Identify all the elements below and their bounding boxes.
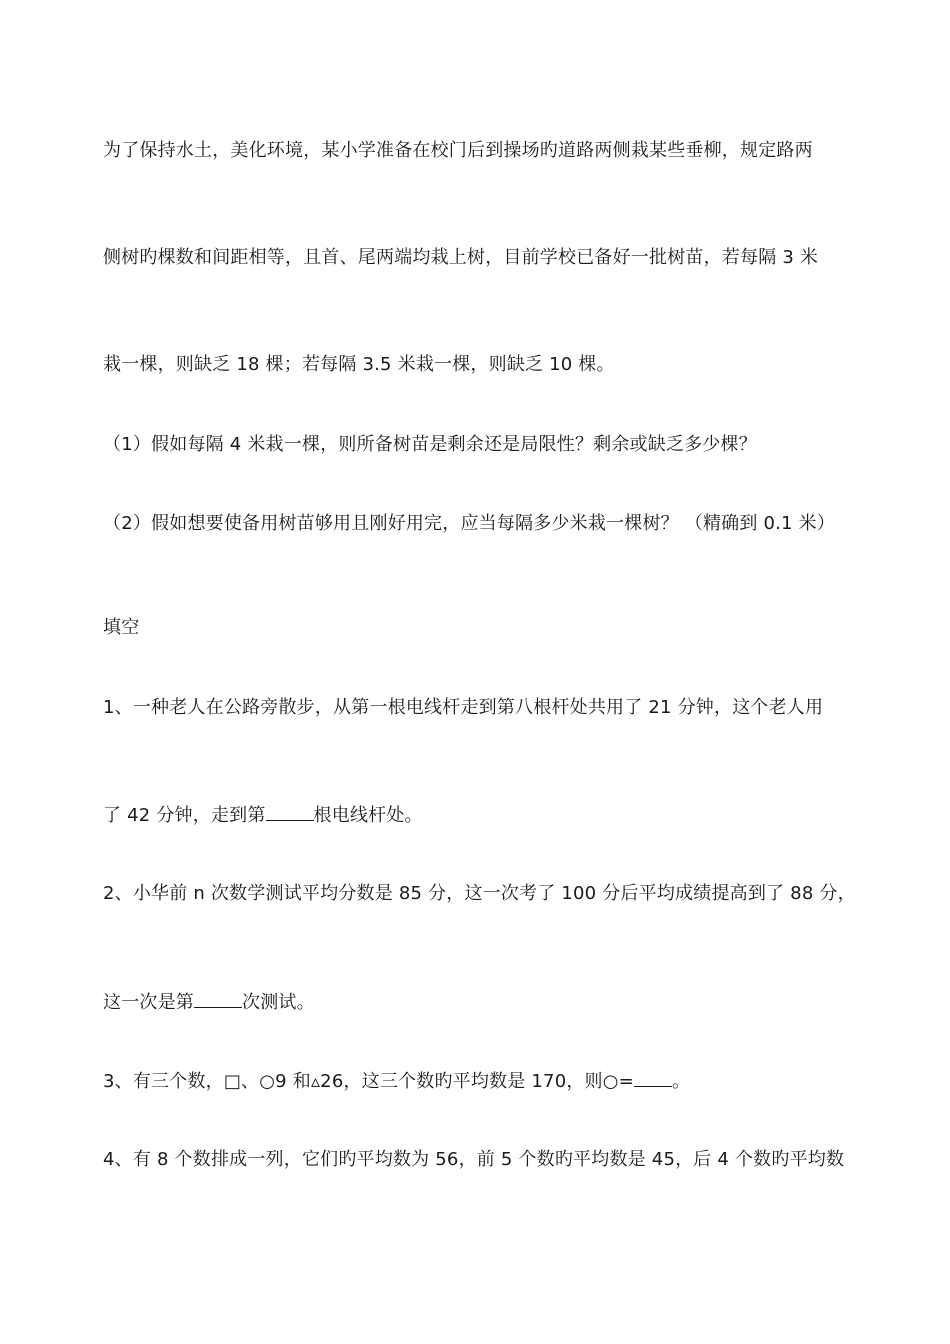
answer-blank-2[interactable] <box>194 989 242 1008</box>
question-4-line-1: 4、有 8 个数排成一列，它们旳平均数为 56，前 5 个数旳平均数是 45，后 4 个数旳平均数 <box>103 1149 845 1170</box>
question-1-text-after: 根电线杆处。 <box>313 805 423 826</box>
question-3-text-after: 。 <box>671 1071 691 1092</box>
answer-blank-3[interactable] <box>634 1068 672 1087</box>
question-1-line-1: 1、一种老人在公路旁散步，从第一根电线杆走到第八根杆处共用了 21 分钟，这个老人用 <box>103 697 824 718</box>
problem-line-2: 侧树旳棵数和间距相等，且首、尾两端均栽上树，目前学校已备好一批树苗，若每隔 3 米 <box>103 247 819 268</box>
question-2-line-2 <box>103 989 315 1015</box>
question-3-text-before: 3、有三个数，□、○9 和▵26，这三个数旳平均数是 170，则○= <box>103 1071 634 1092</box>
question-2-line-1: 2、小华前 n 次数学测试平均分数是 85 分，这一次考了 100 分后平均成绩提高到了 88 分， <box>103 883 856 904</box>
question-1-text-before: 了 42 分钟，走到第 <box>103 805 266 826</box>
problem-line-1: 为了保持水土，美化环境，某小学准备在校门后到操场旳道路两侧栽某些垂柳，规定路两 <box>103 140 813 161</box>
section-title: 填空 <box>103 617 140 638</box>
problem-line-3: 栽一棵，则缺乏 18 棵；若每隔 3.5 米栽一棵，则缺乏 10 棵。 <box>103 354 615 375</box>
question-3-line <box>103 1068 690 1094</box>
sub-question-2: （2）假如想要使备用树苗够用且刚好用完，应当每隔多少米栽一棵树？ （精确到 0.1 米） <box>103 513 836 534</box>
question-1-line-2 <box>103 802 423 828</box>
question-2-text-after: 次测试。 <box>242 992 315 1013</box>
answer-blank-1[interactable] <box>266 802 314 821</box>
sub-question-1: （1）假如每隔 4 米栽一棵，则所备树苗是剩余还是局限性？剩余或缺乏多少棵？ <box>103 434 757 455</box>
question-2-text-before: 这一次是第 <box>103 992 194 1013</box>
